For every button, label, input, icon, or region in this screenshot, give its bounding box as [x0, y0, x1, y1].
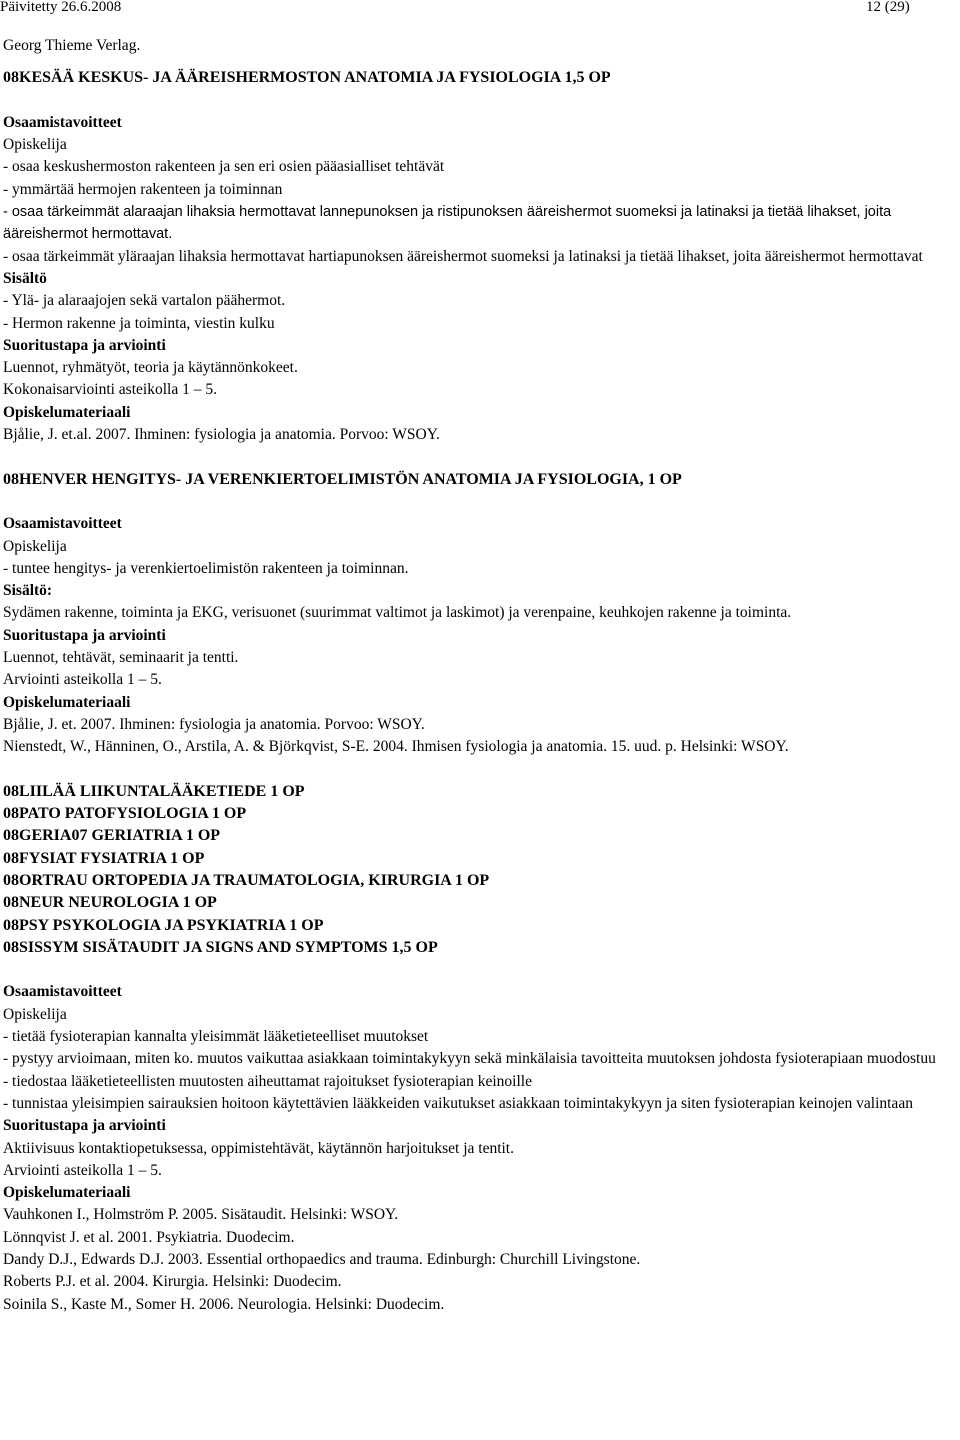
course3-material-item: Dandy D.J., Edwards D.J. 2003. Essential orthopaedics and trauma. Edinburgh: Churchill Livingstone.: [3, 1251, 641, 1269]
course3-goal: - tunnistaa yleisimpien sairauksien hoitoon käytettävien lääkkeiden vaikutukset asiakkaan toimintakykyyn ja siten fysioterapian keinojen valintaan: [3, 1094, 913, 1112]
course1-method-heading: Suoritustapa ja arviointi: [3, 336, 166, 354]
course3-material-heading: Opiskelumateriaali: [3, 1184, 131, 1202]
course2-title: 08HENVER HENGITYS- JA VERENKIERTOELIMISTÖN ANATOMIA JA FYSIOLOGIA, 1 OP: [3, 470, 682, 488]
course2-content-heading: Sisältö:: [3, 582, 53, 600]
course2-student-label: Opiskelija: [3, 537, 67, 555]
course1-method-item: Luennot, ryhmätyöt, teoria ja käytännönkokeet.: [3, 359, 298, 377]
course3-material-item: Vauhkonen I., Holmström P. 2005. Sisätaudit. Helsinki: WSOY.: [3, 1206, 399, 1224]
course2-material-item: Nienstedt, W., Hänninen, O., Arstila, A. & Björkqvist, S-E. 2004. Ihmisen fysiologia ja anatomia. 15. uud. p. Helsinki: WSOY.: [3, 738, 789, 756]
course2-method-item: Arviointi asteikolla 1 – 5.: [3, 671, 162, 689]
course2-goal: - tuntee hengitys- ja verenkiertoelimistön rakenteen ja toiminnan.: [3, 559, 409, 577]
course3-goals-heading: Osaamistavoitteet: [3, 983, 122, 1001]
course2-goals-heading: Osaamistavoitteet: [3, 515, 122, 533]
course1-title: 08KESÄÄ KESKUS- JA ÄÄREISHERMOSTON ANATOMIA JA FYSIOLOGIA 1,5 OP: [3, 69, 611, 87]
course-list-item: 08NEUR NEUROLOGIA 1 OP: [3, 894, 217, 912]
course2-method-heading: Suoritustapa ja arviointi: [3, 626, 166, 644]
course3-method-item: Arviointi asteikolla 1 – 5.: [3, 1161, 162, 1179]
course3-material-item: Roberts P.J. et al. 2004. Kirurgia. Helsinki: Duodecim.: [3, 1273, 342, 1291]
course1-method-item: Kokonaisarviointi asteikolla 1 – 5.: [3, 381, 217, 399]
course3-material-item: Lönnqvist J. et al. 2001. Psykiatria. Duodecim.: [3, 1228, 295, 1246]
course1-goal: - osaa tärkeimmät yläraajan lihaksia hermottavat hartiapunoksen ääreishermot suomeksi ja latinaksi ja tietää lihakset, joita ääreishermot hermottavat: [3, 247, 923, 265]
course-list-item: 08LIILÄÄ LIIKUNTALÄÄKETIEDE 1 OP: [3, 782, 305, 800]
course3-method-item: Aktiivisuus kontaktiopetuksessa, oppimistehtävät, käytännön harjoitukset ja tentit.: [3, 1139, 514, 1157]
course2-material-item: Bjålie, J. et. 2007. Ihminen: fysiologia ja anatomia. Porvoo: WSOY.: [3, 715, 425, 733]
course1-goal: - osaa tärkeimmät alaraajan lihaksia hermottavat lannepunoksen ja ristipunoksen ääreishermot suomeksi ja latinaksi ja tietää lihakset, joita ääreishermot hermottavat.: [3, 204, 892, 243]
course3-goal: - tietää fysioterapian kannalta yleisimmät lääketieteelliset muutokset: [3, 1028, 429, 1046]
course1-student-label: Opiskelija: [3, 136, 67, 154]
course-list-item: 08GERIA07 GERIATRIA 1 OP: [3, 827, 221, 845]
publisher-line: Georg Thieme Verlag.: [3, 37, 141, 54]
course2-content-item: Sydämen rakenne, toiminta ja EKG, verisuonet (suurimmat valtimot ja laskimot) ja verenpaine, keuhkojen rakenne ja toiminta.: [3, 604, 792, 622]
updated-date: Päivitetty 26.6.2008: [0, 0, 122, 15]
course-list-item: 08PATO PATOFYSIOLOGIA 1 OP: [3, 805, 247, 823]
course-list-item: 08ORTRAU ORTOPEDIA JA TRAUMATOLOGIA, KIRURGIA 1 OP: [3, 871, 490, 889]
course1-goals-heading: Osaamistavoitteet: [3, 113, 122, 131]
course1-material-heading: Opiskelumateriaali: [3, 403, 131, 421]
course1-goal: - ymmärtää hermojen rakenteen ja toiminnan: [3, 180, 283, 198]
course1-content-item: - Hermon rakenne ja toiminta, viestin kulku: [3, 314, 275, 332]
course1-goal: - osaa keskushermoston rakenteen ja sen eri osien pääasialliset tehtävät: [3, 158, 445, 176]
course3-goal: - pystyy arvioimaan, miten ko. muutos vaikuttaa asiakkaan toimintakykyyn sekä minkälaisia tavoitteita muutoksen johdosta fysioterapiaan muodostuu: [3, 1050, 936, 1068]
page-header: [0, 0, 960, 20]
course1-content-heading: Sisältö: [3, 269, 47, 287]
course-list-item: 08PSY PSYKOLOGIA JA PSYKIATRIA 1 OP: [3, 916, 324, 934]
course3-method-heading: Suoritustapa ja arviointi: [3, 1117, 166, 1135]
course-list-item: 08FYSIAT FYSIATRIA 1 OP: [3, 849, 205, 867]
course1-material-item: Bjålie, J. et.al. 2007. Ihminen: fysiologia ja anatomia. Porvoo: WSOY.: [3, 426, 440, 444]
course1-content-item: - Ylä- ja alaraajojen sekä vartalon päähermot.: [3, 292, 286, 310]
course-list-item: 08SISSYM SISÄTAUDIT JA SIGNS AND SYMPTOMS 1,5 OP: [3, 938, 438, 956]
course3-goal: - tiedostaa lääketieteellisten muutosten aiheuttamat rajoitukset fysioterapian keinoille: [3, 1072, 532, 1090]
page-number: 12 (29): [866, 0, 910, 15]
course2-method-item: Luennot, tehtävät, seminaarit ja tentti.: [3, 649, 239, 667]
course3-student-label: Opiskelija: [3, 1005, 67, 1023]
course3-material-item: Soinila S., Kaste M., Somer H. 2006. Neurologia. Helsinki: Duodecim.: [3, 1295, 445, 1313]
document-body: [3, 35, 953, 1316]
course2-material-heading: Opiskelumateriaali: [3, 693, 131, 711]
